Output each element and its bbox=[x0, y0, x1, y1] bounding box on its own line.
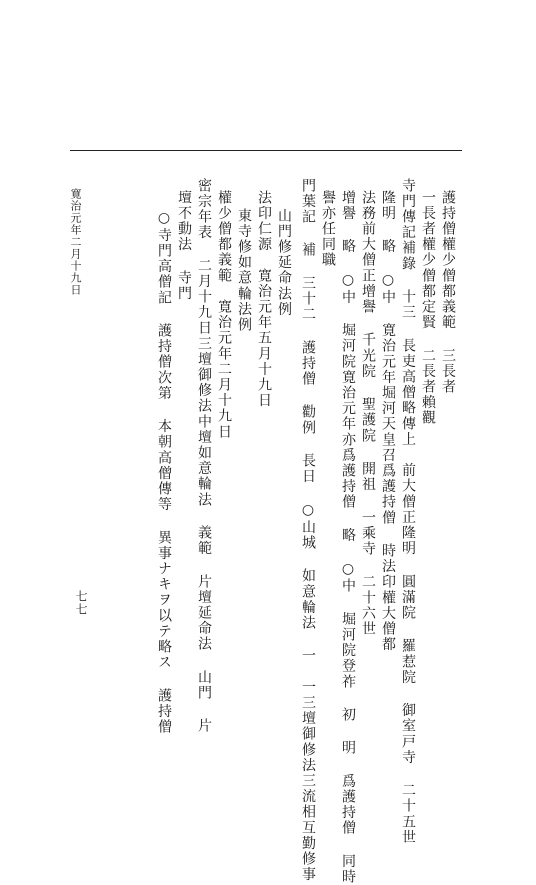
header-rule bbox=[70, 150, 462, 151]
text-column-10: 法印仁源 寛治元年五月十九日 bbox=[256, 190, 272, 409]
side-note: 寛治元年二月十九日 bbox=[69, 188, 82, 296]
text-column-13: 密宗年表 二月十九日三壇御修法中壇如意輪法 義範 片壇延命法 山門 片 bbox=[196, 178, 212, 734]
text-column-2: 一長者權少僧都定賢 二長者賴觀 bbox=[420, 190, 436, 426]
text-column-1: 護持僧權少僧都義範 三長者 bbox=[440, 190, 456, 395]
text-column-7: 譽亦任同職 bbox=[320, 190, 336, 268]
text-column-11: 東寺修如意輪法例 bbox=[236, 208, 252, 333]
text-column-9: 山門修延命法例 bbox=[276, 208, 292, 318]
text-column-5: 法務前大僧正增譽 千光院 聖護院 開祖 一乘寺 二十六世 bbox=[360, 190, 376, 637]
text-column-3: 寺門傳記補錄 十三 長吏高僧略傳上 前大僧正隆明 圓滿院 羅惹院 御室戸寺 二十五世 bbox=[400, 178, 416, 846]
text-column-6: 增譽 略 ○中 堀河院寛治元年亦爲護持僧 略 ○中 堀河院登祚 初 明 爲護持僧 同時 bbox=[340, 190, 356, 885]
text-column-8: 門葉記 補 三十二 護持僧 勸例 長日 ○山城 如意輪法 一 一三壇御修法三流相互勤修事 bbox=[300, 178, 316, 883]
text-column-14: 壇不動法 寺門 bbox=[176, 190, 192, 302]
text-column-12: 權少僧都義範 寛治元年二月十九日 bbox=[216, 190, 232, 440]
text-column-4: 隆明 略 ○中 寛治元年堀河天皇召爲護持僧 時法印權大僧都 bbox=[380, 190, 396, 653]
text-column-15: ○寺門高僧記 護持僧次第 本朝高僧傳等 異事ナキヲ以テ略ス 護持僧 bbox=[156, 210, 172, 735]
page-number: 七七 bbox=[74, 590, 88, 616]
